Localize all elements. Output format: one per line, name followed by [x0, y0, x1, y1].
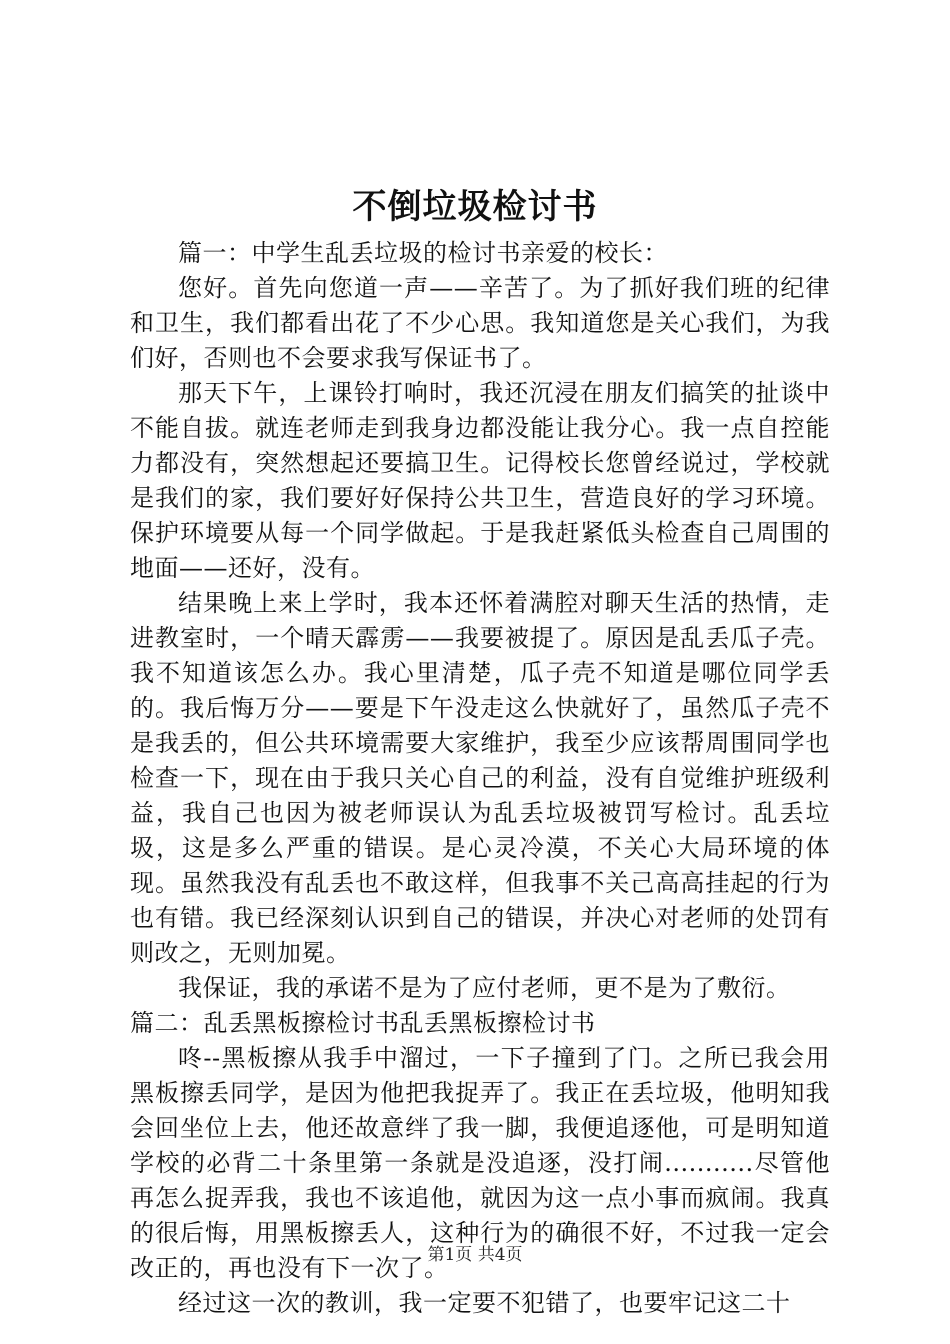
paragraph-2: 您好。首先向您道一声——辛苦了。为了抓好我们班的纪律和卫生，我们都看出花了不少心思。我知道您是关心我们，为我们好，否则也不会要求我写保证书了。	[130, 274, 830, 372]
paragraph-3: 那天下午，上课铃打响时，我还沉浸在朋友们搞笑的扯谈中不能自拔。就连老师走到我身边都没能让我分心。我一点自控能力都没有，突然想起还要搞卫生。记得校长您曾经说过，学校就是我们的家，我们要好好保持公共卫生，营造良好的学习环境。保护环境要从每一个同学做起。于是我赶紧低头检查自己周围的地面——还好，没有。	[130, 379, 830, 582]
page-footer: 第1页 共4页	[427, 1245, 523, 1265]
paragraph-1: 篇一：中学生乱丢垃圾的检讨书亲爱的校长：	[178, 239, 668, 267]
document-body	[130, 236, 830, 1321]
paragraph-6: 咚--黑板擦从我手中溜过，一下子撞到了门。之所已我会用黑板擦丢同学，是因为他把我捉弄了。我正在丢垃圾，他明知我会回坐位上去，他还故意绊了我一脚，我便追逐他，可是明知道学校的必背二十条里第一条就是没追逐，没打闹...........尽管他再怎么捉弄我，我也不该追他，就因为这一点小事而疯闹。我真的很后悔，用黑板擦丢人，这种行为的确很不好，不过我一定会改正的，再也没有下一次了。	[130, 1044, 830, 1282]
document-title: 不倒垃圾检讨书	[352, 187, 598, 227]
paragraph-5: 我保证，我的承诺不是为了应付老师，更不是为了敷衍。	[178, 974, 791, 1002]
paragraph-4: 结果晚上来上学时，我本还怀着满腔对聊天生活的热情，走进教室时，一个晴天霹雳——我要被提了。原因是乱丢瓜子壳。我不知道该怎么办。我心里清楚，瓜子壳不知道是哪位同学丢的。我后悔万分——要是下午没走这么快就好了，虽然瓜子壳不是我丢的，但公共环境需要大家维护，我至少应该帮周围同学也检查一下，现在由于我只关心自己的利益，没有自觉维护班级利益，我自己也因为被老师误认为乱丢垃圾被罚写检讨。乱丢垃圾，这是多么严重的错误。是心灵冷漠，不关心大局环境的体现。虽然我没有乱丢也不敢这样，但我事不关己高高挂起的行为也有错。我已经深刻认识到自己的错误，并决心对老师的处罚有则改之，无则加冕。	[130, 589, 830, 967]
section-heading-2: 篇二：乱丢黑板擦检讨书乱丢黑板擦检讨书	[130, 1009, 596, 1037]
paragraph-7: 经过这一次的教训，我一定要不犯错了，也要牢记这二十	[178, 1289, 791, 1317]
